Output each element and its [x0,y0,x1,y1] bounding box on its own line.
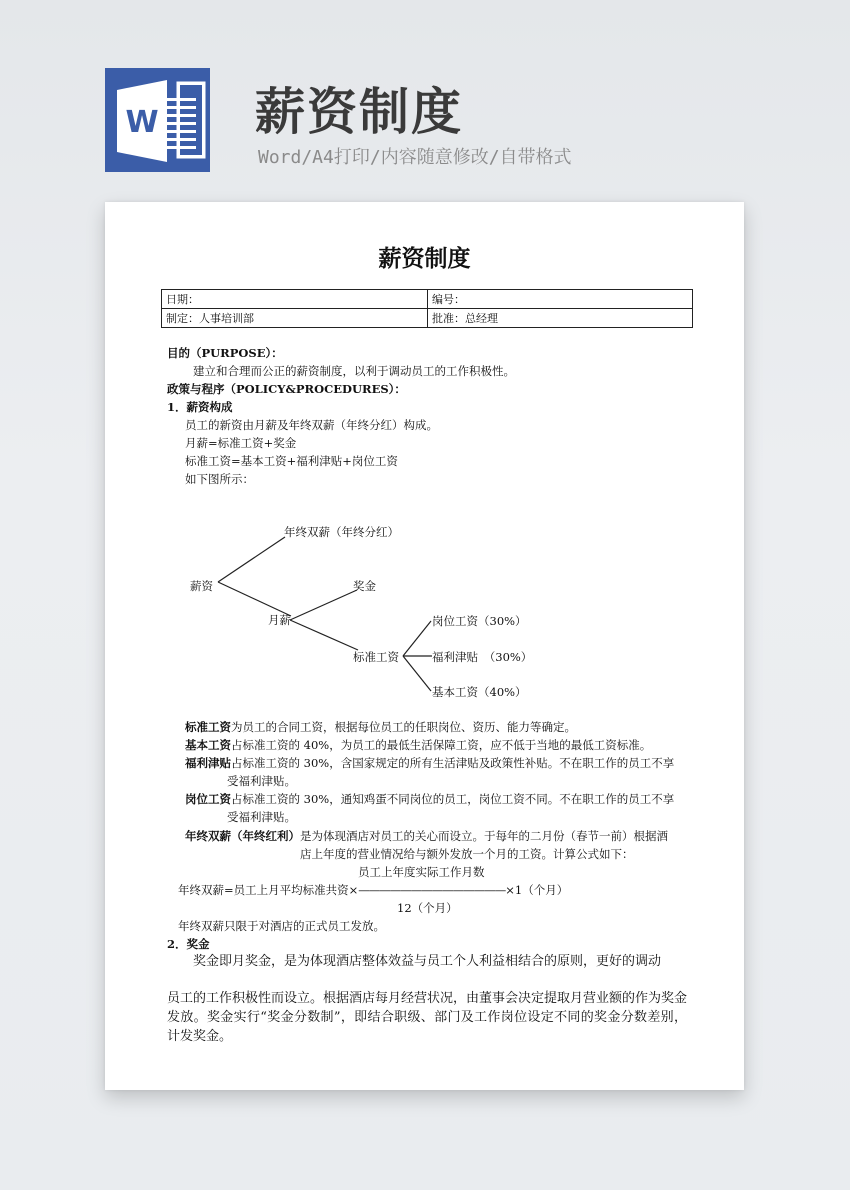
approver-cell: 批准：总经理 [428,309,693,328]
section1-heading: 1．薪资构成 [167,400,233,414]
table-row [162,309,693,328]
definition-item: 基本工资占标准工资的 40%，为员工的最低生活保障工资，应不低于当地的最低工资标准。 [185,738,652,752]
document-title: 薪资制度 [378,246,471,272]
number-cell: 编号： [428,290,693,309]
section1-line: 标准工资=基本工资+福利津贴+岗位工资 [185,454,398,468]
formula-denominator: 12（个月） [397,901,458,915]
section2-paragraph: 员工的工作积极性而设立。根据酒店每月经营状况，由董事会决定提取月营业额的作为奖金发放。奖金实行“奖金分数制”，即结合职级、部门及工作岗位设定不同的奖金分数差别，计发奖金。 [167,991,688,1044]
formula-line: 年终双薪=员工上月平均标准共资×——————————————×1（个月） [178,883,569,897]
diagram-node-bonus: 奖金 [353,579,376,593]
definition-item: 岗位工资占标准工资的 30%，通知鸡蛋不同岗位的员工，岗位工资不同。不在职工作的员工不享 [185,792,675,806]
definition-item: 标准工资为员工的合同工资，根据每位员工的任职岗位、资历、能力等确定。 [185,720,576,734]
section1-line: 员工的新资由月薪及年终双薪（年终分红）构成。 [185,418,438,432]
purpose-heading: 目的（PURPOSE）： [167,346,283,360]
section1-line: 月薪=标准工资+奖金 [185,436,297,450]
definition-continuation: 受福利津贴。 [227,810,296,824]
diagram-node-monthly: 月薪 [268,613,291,627]
section2-heading: 2．奖金 [167,937,210,951]
info-table [161,289,693,328]
formula-numerator: 员工上年度实际工作月数 [358,865,485,879]
svg-text:W: W [125,105,159,140]
page-title: 薪资制度 [255,83,463,141]
definition-continuation: 受福利津贴。 [227,774,296,788]
diagram-node-basic: 基本工资（40%） [432,685,527,699]
page-subtitle: Word/A4打印/内容随意修改/自带格式 [258,147,572,168]
diagram-node-standard: 标准工资 [353,650,399,664]
section2-first-line: 奖金即月奖金，是为体现酒店整体效益与员工个人利益相结合的原则，更好的调动 [193,954,662,969]
word-icon [105,68,210,172]
annual-bonus-note: 年终双薪只限于对酒店的正式员工发放。 [178,919,385,933]
annual-bonus-definition: 年终双薪（年终红利）是为体现酒店对员工的关心而设立。于每年的二月份（春节一前）根据酒 [185,829,668,843]
definition-item: 福利津贴占标准工资的 30%，含国家规定的所有生活津贴及政策性补贴。不在职工作的员工不享 [185,756,675,770]
diagram-node-salary: 薪资 [190,579,213,593]
policy-heading: 政策与程序（POLICY&PROCEDURES）： [167,382,406,396]
author-cell: 制定：人事培训部 [162,309,428,328]
diagram-node-post: 岗位工资（30%） [432,614,527,628]
purpose-text: 建立和合理而公正的薪资制度，以利于调动员工的工作积极性。 [193,364,515,378]
diagram-node-annual: 年终双薪（年终分红） [284,525,399,539]
document-page [105,202,744,1090]
diagram-node-welfare: 福利津贴 （30%） [432,650,533,664]
table-row [162,290,693,309]
section1-line: 如下图所示： [185,472,254,486]
date-cell: 日期： [162,290,428,309]
annual-bonus-continuation: 店上年度的营业情况给与额外发放一个月的工资。计算公式如下： [300,847,634,861]
